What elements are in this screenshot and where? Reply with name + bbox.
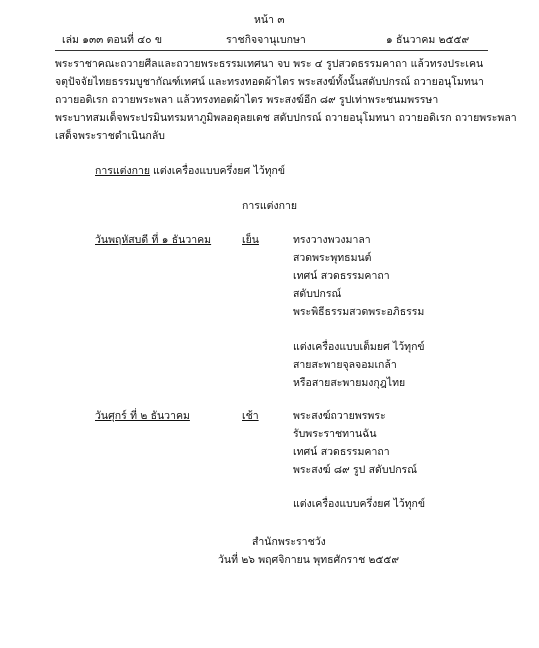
schedule-time: เย็น (242, 234, 259, 246)
issue-date: ๑ ธันวาคม ๒๕๕๙ (386, 34, 470, 46)
schedule-dress: แต่งเครื่องแบบเต็มยศ ไว้ทุกข์ (293, 341, 425, 353)
schedule-dress: สายสะพายจุลจอมเกล้า (293, 359, 397, 371)
para-line: จตุปัจจัยไทยธรรมบูชากัณฑ์เทศน์ และทรงทอดผ้าไตร พระสงฆ์ทั้งนั้นสดับปกรณ์ ถวายอนุโมทนา (55, 76, 484, 88)
para-line: พระบาทสมเด็จพระปรมินทรมหาภูมิพลอดุลยเดช สดับปกรณ์ ถวายอนุโมทนา ถวายอดิเรก ถวายพระพลา (55, 112, 517, 124)
schedule-item: พระพิธีธรรมสวดพระอภิธรรม (293, 306, 425, 318)
schedule-dress: หรือสายสะพายมงกุฎไทย (293, 377, 406, 389)
schedule-day: วันพฤหัสบดี ที่ ๑ ธันวาคม (95, 234, 212, 246)
schedule-time: เช้า (242, 410, 259, 422)
para-line: เสด็จพระราชดำเนินกลับ (55, 130, 165, 142)
schedule-item: รับพระราชทานฉัน (293, 428, 377, 440)
schedule-item: สดับปกรณ์ (293, 288, 342, 300)
volume-info: เล่ม ๑๓๓ ตอนที่ ๔๐ ข (62, 34, 163, 46)
para-line: ถวายอดิเรก ถวายพระพลา แล้วทรงทอดผ้าไตร พระสงฆ์อีก ๘๙ รูปเท่าพระชนมพรรษา (55, 94, 439, 106)
para-line: พระราชาคณะถวายศีลและถวายพระธรรมเทศนา จบ พระ ๔ รูปสวดธรรมคาถา แล้วทรงประเคน (55, 58, 484, 70)
schedule-dress: แต่งเครื่องแบบครึ่งยศ ไว้ทุกข์ (293, 498, 426, 510)
section-title: การแต่งกาย (242, 200, 298, 212)
header-rule (55, 50, 488, 51)
issuing-office: สำนักพระราชวัง (252, 536, 326, 548)
schedule-item: สวดพระพุทธมนต์ (293, 252, 372, 264)
page-number: หน้า ๓ (254, 14, 285, 26)
dress-code-value: แต่งเครื่องแบบครึ่งยศ ไว้ทุกข์ (153, 165, 286, 177)
schedule-item: พระสงฆ์ถวายพรพระ (293, 410, 386, 422)
signing-date: วันที่ ๒๖ พฤศจิกายน พุทธศักราช ๒๕๕๙ (218, 554, 400, 566)
schedule-item: เทศน์ สวดธรรมคาถา (293, 446, 390, 458)
schedule-day: วันศุกร์ ที่ ๒ ธันวาคม (95, 410, 190, 422)
schedule-item: เทศน์ สวดธรรมคาถา (293, 270, 390, 282)
gazette-name: ราชกิจจานุเบกษา (226, 34, 306, 46)
schedule-item: พระสงฆ์ ๘๙ รูป สดับปกรณ์ (293, 464, 417, 476)
schedule-item: ทรงวางพวงมาลา (293, 234, 371, 246)
dress-code-label: การแต่งกาย (95, 165, 151, 177)
